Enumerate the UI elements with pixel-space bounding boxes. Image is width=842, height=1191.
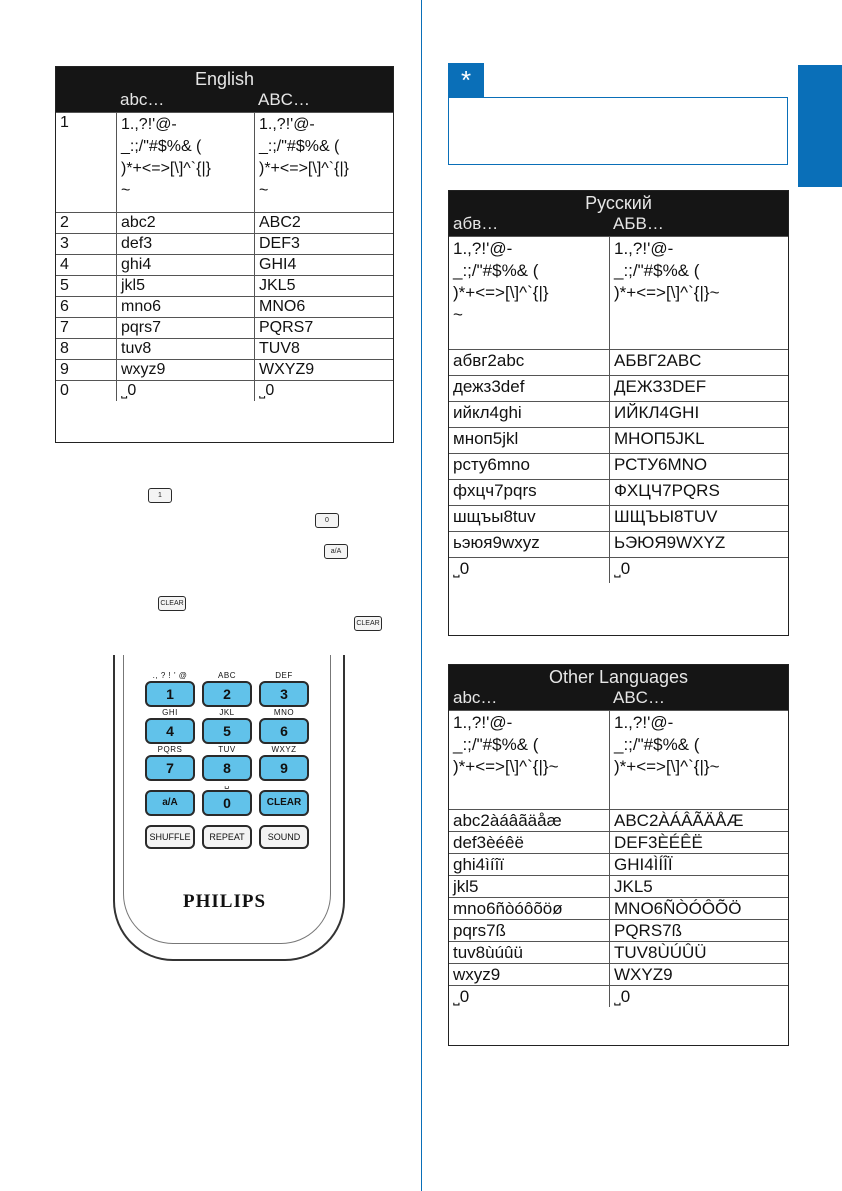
table-row <box>56 275 393 296</box>
table-row <box>449 809 788 831</box>
table-cell: mno6 <box>116 297 254 317</box>
table-cell: 0 <box>60 382 69 399</box>
table-cell: ˽0 <box>609 558 788 583</box>
key-3-label: DEF <box>275 671 293 680</box>
table-cell: MNO6ÑÒÓÔÕÖ <box>609 898 788 919</box>
table-cell: 5 <box>60 277 69 294</box>
russian-char-table <box>448 190 789 636</box>
table-row <box>449 427 788 453</box>
column-headers <box>56 90 393 112</box>
table-cell: pqrs7ß <box>453 921 506 940</box>
key-0-label: ␣ <box>224 780 230 789</box>
table-cell: tuv8 <box>116 339 254 359</box>
col-header-lower: abc… <box>120 90 165 109</box>
table-cell: ДЕЖЗ3DEF <box>609 376 788 401</box>
table-header <box>449 191 788 236</box>
table-cell: рсту6mno <box>453 455 530 474</box>
table-row <box>449 531 788 557</box>
table-cell: 8 <box>60 340 69 357</box>
table-row <box>449 375 788 401</box>
sound-button[interactable]: SOUND <box>259 825 309 849</box>
key-0-button[interactable]: 0 <box>202 790 252 816</box>
table-cell: JKL5 <box>254 276 393 296</box>
column-divider <box>421 0 422 1191</box>
table-row <box>449 853 788 875</box>
table-cell: PQRS7ß <box>609 920 788 941</box>
key-case-icon: a/A <box>324 544 348 559</box>
table-cell: ghi4ìíîï <box>453 855 505 874</box>
table-row <box>56 112 393 212</box>
key-7-button[interactable]: 7 <box>145 755 195 781</box>
table-cell: мноп5jkl <box>453 429 519 448</box>
table-cell: JKL5 <box>609 876 788 897</box>
table-cell: pqrs7 <box>116 318 254 338</box>
table-cell: wxyz9 <box>116 360 254 380</box>
clear-button[interactable]: CLEAR <box>259 790 309 816</box>
table-title: Русский <box>585 193 652 213</box>
table-row <box>449 963 788 985</box>
table-cell: jkl5 <box>453 877 479 896</box>
key-4-label: GHI <box>162 708 178 717</box>
philips-logo: PHILIPS <box>183 891 267 912</box>
table-cell: 6 <box>60 298 69 315</box>
table-cell: DEF3ÈÉÊË <box>609 832 788 853</box>
table-cell: WXYZ9 <box>254 360 393 380</box>
table-cell: 1.,?!'@- _:;/"#$%& ( )*+<=>[\]^`{|} ~ <box>453 239 549 324</box>
col-header-upper: АБВ… <box>613 214 664 233</box>
table-cell: ФХЦЧ7PQRS <box>609 480 788 505</box>
key-8-label: TUV <box>218 745 236 754</box>
table-cell: 3 <box>60 235 69 252</box>
table-row <box>56 380 393 401</box>
table-cell: 2 <box>60 214 69 231</box>
table-header <box>56 67 393 112</box>
table-cell: ИЙКЛ4GHI <box>609 402 788 427</box>
table-row <box>56 254 393 275</box>
key-5-label: JKL <box>219 708 235 717</box>
table-row <box>56 338 393 359</box>
tip-box <box>448 97 788 165</box>
remote-control <box>113 655 343 965</box>
table-cell: ˽0 <box>254 381 393 401</box>
table-cell: ghi4 <box>116 255 254 275</box>
table-cell: 1.,?!'@- _:;/"#$%& ( )*+<=>[\]^`{|}~ <box>453 713 559 776</box>
table-cell: mno6ñòóôõöø <box>453 899 563 918</box>
table-row <box>449 453 788 479</box>
other-languages-char-table <box>448 664 789 1046</box>
key-3-button[interactable]: 3 <box>259 681 309 707</box>
table-row <box>449 505 788 531</box>
key-clear-icon-2: CLEAR <box>354 616 382 631</box>
table-cell: ˽0 <box>453 559 470 578</box>
table-cell: ЬЭЮЯ9WXYZ <box>609 532 788 557</box>
table-cell: 7 <box>60 319 69 336</box>
table-cell: ьэюя9wxyz <box>453 533 540 552</box>
english-char-table <box>55 66 394 443</box>
table-cell: def3èéêë <box>453 833 524 852</box>
table-cell: GHI4 <box>254 255 393 275</box>
table-cell: дежз3def <box>453 377 525 396</box>
table-row <box>56 317 393 338</box>
table-cell: 1.,?!'@- _:;/"#$%& ( )*+<=>[\]^`{|}~ <box>609 237 788 349</box>
table-cell: фхцч7pqrs <box>453 481 537 500</box>
col-header-lower: абв… <box>453 214 499 233</box>
key-1-button[interactable]: 1 <box>145 681 195 707</box>
table-row <box>449 897 788 919</box>
table-cell: ABC2ÀÁÂÃÄÅÆ <box>609 810 788 831</box>
key-0-icon: 0 <box>315 513 339 528</box>
key-1-label: ., ? ! ' @ <box>152 671 188 680</box>
table-cell: def3 <box>116 234 254 254</box>
table-cell: abc2 <box>116 213 254 233</box>
table-cell: 4 <box>60 256 69 273</box>
table-cell: ABC2 <box>254 213 393 233</box>
table-cell: 9 <box>60 361 69 378</box>
table-row <box>449 941 788 963</box>
tip-asterisk-icon: * <box>448 63 484 97</box>
table-row <box>56 296 393 317</box>
table-row <box>449 349 788 375</box>
table-cell: TUV8ÙÚÛÜ <box>609 942 788 963</box>
table-cell: GHI4ÌÍÎÏ <box>609 854 788 875</box>
table-row <box>449 985 788 1007</box>
table-cell: абвг2abc <box>453 351 525 370</box>
language-side-tab <box>798 65 842 187</box>
key-6-label: MNO <box>273 708 295 717</box>
table-cell: ˽0 <box>609 986 788 1007</box>
table-cell: MNO6 <box>254 297 393 317</box>
table-row <box>56 233 393 254</box>
table-title: Other Languages <box>548 667 689 687</box>
table-cell: 1.,?!'@- _:;/"#$%& ( )*+<=>[\]^`{|} ~ <box>116 113 254 212</box>
key-9-label: WXYZ <box>271 745 297 754</box>
key-4-button[interactable]: 4 <box>145 718 195 744</box>
key-8-button[interactable]: 8 <box>202 755 252 781</box>
col-header-upper: ABC… <box>258 90 310 109</box>
table-row <box>449 401 788 427</box>
table-cell: abc2àáâãäåæ <box>453 811 562 830</box>
table-cell: 1 <box>60 114 69 131</box>
table-cell: wxyz9 <box>453 965 501 984</box>
table-cell: шщъы8tuv <box>453 507 536 526</box>
table-cell: jkl5 <box>116 276 254 296</box>
table-row <box>449 831 788 853</box>
table-cell: АБВГ2ABC <box>609 350 788 375</box>
table-cell: ШЩЪЫ8TUV <box>609 506 788 531</box>
column-headers <box>449 214 788 236</box>
key-clear-icon: CLEAR <box>158 596 186 611</box>
table-row <box>449 557 788 583</box>
table-row <box>56 212 393 233</box>
table-row <box>56 359 393 380</box>
table-cell: WXYZ9 <box>609 964 788 985</box>
col-header-lower: abc… <box>453 688 498 707</box>
table-cell: ˽0 <box>116 381 254 401</box>
table-cell: PQRS7 <box>254 318 393 338</box>
table-cell: 1.,?!'@- _:;/"#$%& ( )*+<=>[\]^`{|} ~ <box>254 113 393 212</box>
key-2-button[interactable]: 2 <box>202 681 252 707</box>
table-cell: tuv8ùúûü <box>453 943 523 962</box>
key-5-button[interactable]: 5 <box>202 718 252 744</box>
table-cell: 1.,?!'@- _:;/"#$%& ( )*+<=>[\]^`{|}~ <box>609 711 788 809</box>
shuffle-button[interactable]: SHUFFLE <box>145 825 195 849</box>
table-cell: МНОП5JKL <box>609 428 788 453</box>
table-row <box>449 919 788 941</box>
table-cell: DEF3 <box>254 234 393 254</box>
case-toggle-button[interactable]: a/A <box>145 790 195 816</box>
col-header-upper: ABC… <box>613 688 665 707</box>
table-row <box>449 479 788 505</box>
key-6-button[interactable]: 6 <box>259 718 309 744</box>
table-title: English <box>194 69 255 89</box>
table-cell: TUV8 <box>254 339 393 359</box>
table-cell: ˽0 <box>453 987 470 1006</box>
table-row <box>449 236 788 349</box>
table-cell: ийкл4ghi <box>453 403 522 422</box>
table-header <box>449 665 788 710</box>
key-7-label: PQRS <box>157 745 183 754</box>
key-2-label: ABC <box>218 671 236 680</box>
repeat-button[interactable]: REPEAT <box>202 825 252 849</box>
key-9-button[interactable]: 9 <box>259 755 309 781</box>
table-row <box>449 710 788 809</box>
column-headers <box>449 688 788 710</box>
table-row <box>449 875 788 897</box>
key-1-icon: 1 <box>148 488 172 503</box>
table-cell: РСТУ6MNO <box>609 454 788 479</box>
